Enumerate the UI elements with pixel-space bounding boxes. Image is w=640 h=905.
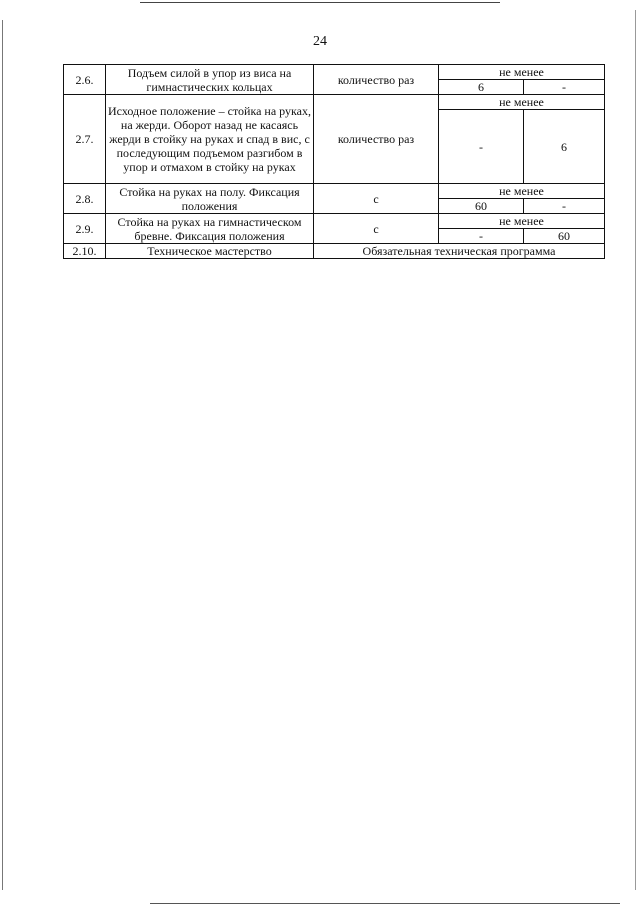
scan-edge-right (635, 10, 636, 890)
unit-cell: с (314, 184, 439, 214)
test-name: Стойка на руках на гимнастическом бревне. Фиксация положения (106, 214, 314, 244)
row-number: 2.9. (64, 214, 106, 244)
unit-cell: с (314, 214, 439, 244)
row-number: 2.7. (64, 95, 106, 184)
row-number: 2.8. (64, 184, 106, 214)
table-row (64, 65, 605, 80)
scan-edge-left (2, 20, 3, 890)
table-row (64, 95, 605, 110)
value-cell-1: - (439, 110, 524, 184)
value-cell-1: - (439, 229, 524, 244)
test-name: Подъем силой в упор из виса на гимнастических кольцах (106, 65, 314, 95)
value-cell-2: 60 (524, 229, 605, 244)
unit-cell: количество раз (314, 65, 439, 95)
test-name: Техническое мастерство (106, 244, 314, 259)
qualifier-cell: не менее (439, 65, 605, 80)
value-cell-2: - (524, 80, 605, 95)
row-number: 2.6. (64, 65, 106, 95)
qualifier-cell: не менее (439, 214, 605, 229)
value-cell-1: 6 (439, 80, 524, 95)
table-row (64, 214, 605, 229)
scan-edge-top (140, 2, 500, 3)
value-cell-1: 60 (439, 199, 524, 214)
qualifier-cell: не менее (439, 95, 605, 110)
test-name: Стойка на руках на полу. Фиксация положения (106, 184, 314, 214)
scan-edge-bottom (150, 903, 620, 904)
unit-cell: количество раз (314, 95, 439, 184)
table-row (64, 244, 605, 259)
row-number: 2.10. (64, 244, 106, 259)
value-cell-2: 6 (524, 110, 605, 184)
value-cell-2: - (524, 199, 605, 214)
program-cell: Обязательная техническая программа (314, 244, 605, 259)
table-row (64, 184, 605, 199)
test-name: Исходное положение – стойка на руках, на жерди. Оборот назад не касаясь жерди в стойку на руках и спад в вис, с последующим подъемом разгибом в упор и отмахом в стойку на руках (106, 95, 314, 184)
page-number: 24 (313, 34, 327, 49)
standards-table (63, 64, 605, 259)
qualifier-cell: не менее (439, 184, 605, 199)
